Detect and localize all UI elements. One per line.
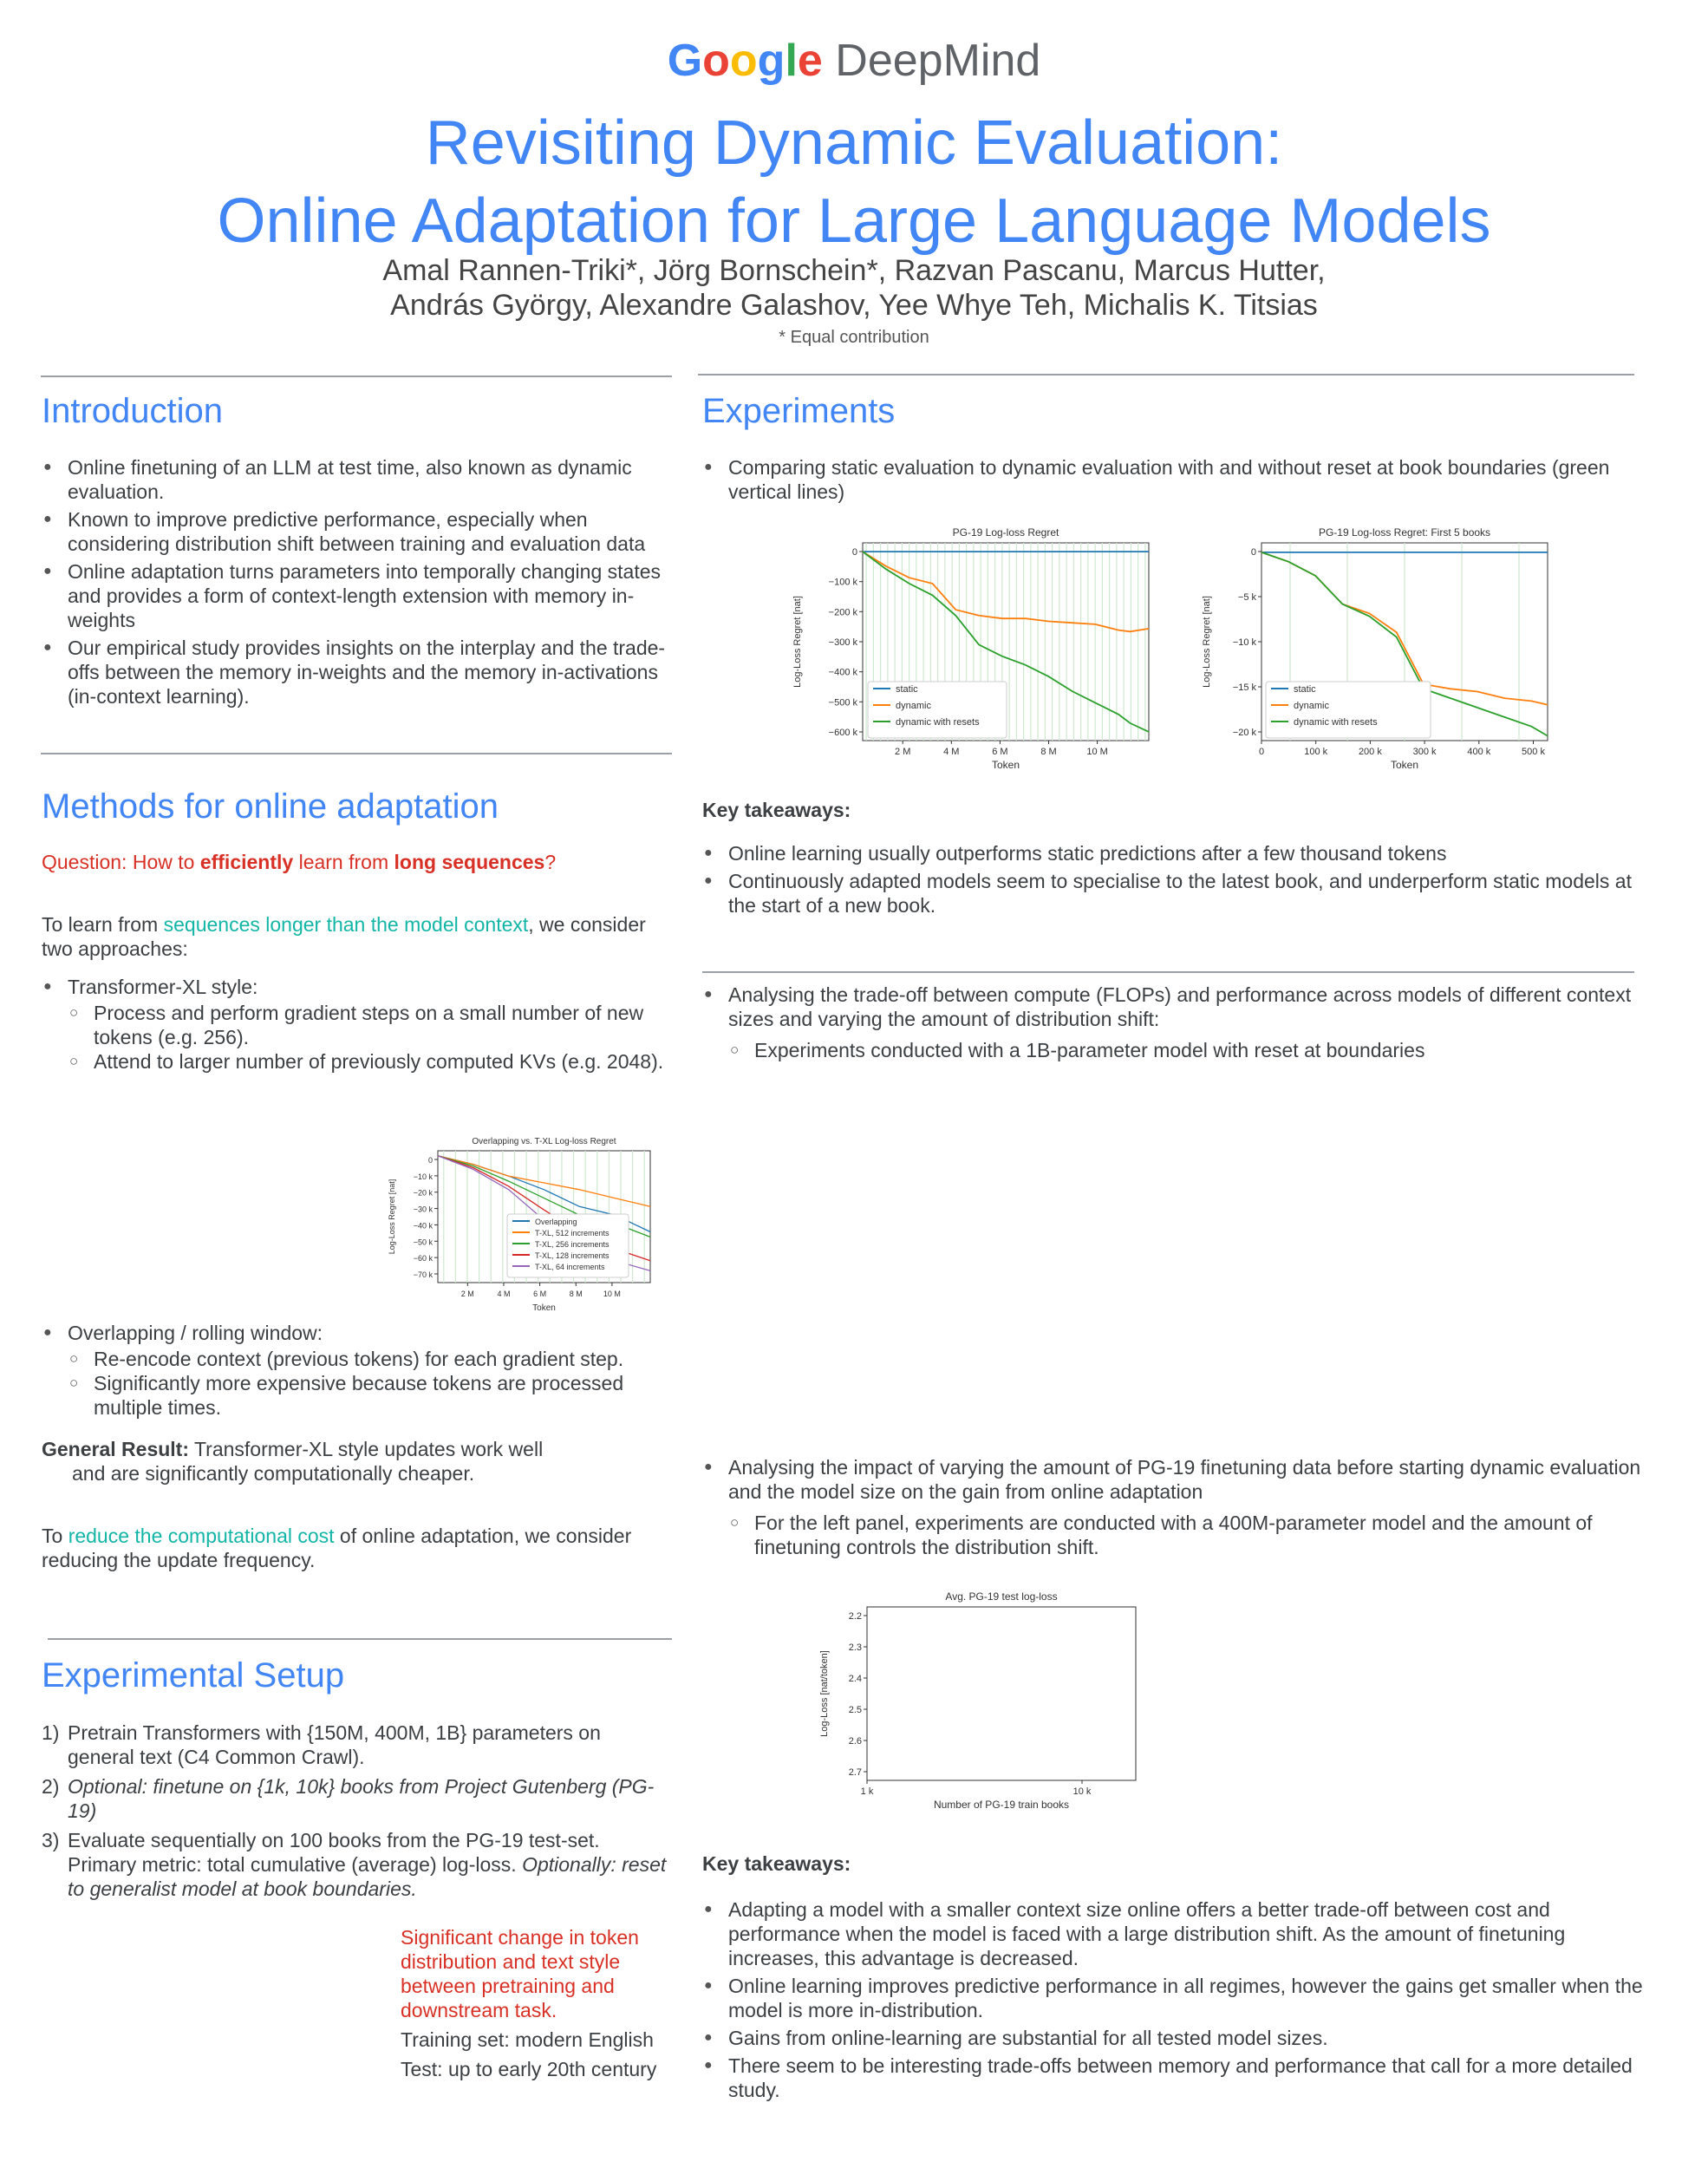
txl-diagram [26, 1138, 390, 1316]
x-tick-label: 8 M [1040, 747, 1057, 757]
x-tick-label: 0 [1258, 747, 1265, 757]
y-tick-label: −30 k [413, 1205, 433, 1214]
legend-label: T-XL, 512 increments [535, 1229, 610, 1237]
x-tick-label: 6 M [992, 747, 1008, 757]
intro-section [42, 455, 670, 712]
chart-title: Avg. PG-19 test log-loss [945, 1590, 1058, 1603]
modelsize-chart [1179, 1583, 1526, 1834]
methods-question: Question: How to efficiently learn from long sequences? [42, 851, 557, 873]
chart-title: PG-19 Log-loss Regret [952, 526, 1059, 539]
x-tick-label: 400 k [1467, 747, 1491, 757]
legend-label: static [896, 684, 918, 695]
x-axis-label: Token [1390, 759, 1419, 771]
y-axis-label: Log-Loss Regret [nat] [792, 596, 803, 688]
overlap-label: Overlapping / rolling window: [68, 1322, 323, 1344]
y-tick-label: −60 k [413, 1254, 433, 1264]
length-histogram [42, 1912, 393, 2125]
general-result: General Result: Transformer-XL style updates work well and are significantly computationally cheaper. [42, 1438, 544, 1485]
authors [0, 253, 1708, 323]
y-axis-label: Log-Loss Regret [nat] [388, 1179, 396, 1255]
legend-label: T-XL, 128 increments [535, 1251, 610, 1260]
x-tick-label: 2 M [895, 747, 911, 757]
x-axis-label: Token [991, 759, 1020, 771]
google-logo: Google [667, 36, 823, 86]
y-tick-label: 0 [427, 1156, 433, 1165]
x-tick-label: 2 M [460, 1290, 474, 1298]
test-set-note: Test: up to early 20th century [401, 2058, 657, 2080]
training-set-note: Training set: modern English [401, 2028, 654, 2051]
title-line-2: Online Adaptation for Large Language Models [217, 186, 1491, 256]
plot-frame [867, 1607, 1136, 1780]
y-tick-label: 2.4 [848, 1674, 862, 1684]
y-tick-label: −40 k [413, 1221, 433, 1231]
overlap-chart [381, 1123, 659, 1318]
reduce-cost: To reduce the computational cost of online adaptation, we consider reducing the update frequency. [42, 1525, 632, 1571]
y-tick-label: 2.2 [848, 1611, 862, 1622]
setup-item: 1) Pretrain Transformers with {150M, 400M, 1B} parameters on general text (C4 Common Crawl). [42, 1721, 601, 1768]
authors-line-1: Amal Rannen-Triki*, Jörg Bornschein*, Razvan Pascanu, Marcus Hutter, [382, 254, 1326, 287]
txl-section [42, 975, 670, 1077]
takeaways-heading-2: Key takeaways: [702, 1852, 851, 1875]
y-tick-label: 0 [1250, 547, 1256, 558]
legend-label: dynamic with resets [896, 717, 980, 728]
y-tick-label: −5 k [1237, 592, 1256, 603]
setup-item: 2) Optional: finetune on {1k, 10k} books from Project Gutenberg (PG-19) [42, 1775, 655, 1822]
chart-title: PG-19 Log-loss Regret: First 5 books [1318, 526, 1491, 539]
txl-label: Transformer-XL style: [68, 976, 258, 998]
y-tick-label: −300 k [828, 637, 857, 648]
x-tick-label: 8 M [569, 1290, 583, 1298]
legend-label: Overlapping [535, 1218, 577, 1226]
intro-bullet: ● Known to improve predictive performance, especially when considering distribution shift between training and evaluation data [42, 507, 670, 556]
legend-label: dynamic [896, 701, 931, 711]
divider [48, 1638, 672, 1640]
y-tick-label: −10 k [1232, 637, 1256, 648]
x-axis-label: Number of PG-19 train books [933, 1799, 1070, 1811]
x-tick-label: 200 k [1358, 747, 1382, 757]
authors-line-2: András György, Alexandre Galashov, Yee Whye Teh, Michalis K. Titsias [390, 289, 1318, 322]
title-line-1: Revisiting Dynamic Evaluation: [425, 108, 1283, 178]
x-tick-label: 4 M [497, 1290, 511, 1298]
divider [702, 971, 1634, 973]
experiments-heading: Experiments [702, 392, 896, 430]
shift-note: Significant change in token distribution and text style between pretraining and downstream task. [401, 1926, 639, 2021]
x-tick-label: 100 k [1304, 747, 1328, 757]
setup-item: 3) Evaluate sequentially on 100 books from the PG-19 test-set. Primary metric: total cumulative (average) log-loss. Optionally: reset to generalist model at book boundaries. [42, 1829, 667, 1900]
intro-heading: Introduction [42, 392, 224, 430]
poster-title [0, 104, 1708, 260]
legend-label: T-XL, 256 increments [535, 1240, 610, 1249]
y-tick-label: −400 k [828, 667, 857, 678]
y-tick-label: −500 k [828, 697, 857, 709]
regret-first5-chart [1188, 519, 1556, 787]
methods-approaches: To learn from sequences longer than the model context, we consider two approaches: [42, 913, 646, 960]
logo [0, 35, 1708, 87]
takeaways-1: ● Online learning usually outperforms static predictions after a few thousand tokens ● Continuously adapted models seem to specialise to the latest book, and underperform static models at the start of a new book. [702, 841, 1643, 921]
experiments-bullet-3: ● Analysing the impact of varying the amount of PG-19 finetuning data before starting dynamic evaluation and the model size on the gain from online adaptation ○ For the left panel, experiments are conducted with a 400M-parameter model and the amount of finetuning controls the distribution shift. [702, 1455, 1643, 1563]
finetune-chart [815, 1583, 1162, 1834]
legend-box [1266, 682, 1431, 738]
y-tick-label: −70 k [413, 1270, 433, 1279]
x-axis-label: Token [532, 1303, 556, 1313]
y-tick-label: 2.7 [848, 1767, 862, 1778]
x-tick-label: 500 k [1522, 747, 1545, 757]
y-tick-label: −20 k [1232, 728, 1256, 738]
txl-sub-bullet: ○ Attend to larger number of previously computed KVs (e.g. 2048). [68, 1049, 670, 1074]
y-tick-label: −200 k [828, 607, 857, 618]
chart-title: Overlapping vs. T-XL Log-loss Regret [472, 1137, 616, 1146]
shift-notes [401, 1925, 661, 2081]
y-tick-label: 2.6 [848, 1736, 862, 1747]
x-tick-label: 10 k [1072, 1786, 1092, 1797]
equal-contribution-note: * Equal contribution [779, 328, 929, 347]
y-tick-label: −600 k [828, 728, 857, 738]
overlap-section [42, 1321, 670, 1423]
experiments-bullet-2: ● Analysing the trade-off between compute (FLOPs) and performance across models of different context sizes and varying the amount of distribution shift: ○ Experiments conducted with a 1B-parameter model with reset at boundaries [702, 983, 1643, 1066]
x-tick-label: 4 M [943, 747, 960, 757]
y-tick-label: −10 k [413, 1172, 433, 1181]
y-tick-label: 0 [851, 547, 857, 558]
flops-charts [728, 1088, 1665, 1435]
methods-heading: Methods for online adaptation [42, 787, 499, 826]
divider [698, 374, 1634, 375]
txl-sub-bullet: ○ Process and perform gradient steps on a small number of new tokens (e.g. 256). [68, 1001, 670, 1049]
setup-list [42, 1721, 670, 1906]
regret-chart [785, 519, 1157, 787]
legend-label: static [1294, 684, 1316, 695]
x-tick-label: 10 M [603, 1290, 621, 1298]
x-tick-label: 6 M [533, 1290, 547, 1298]
y-tick-label: 2.5 [848, 1705, 862, 1715]
divider [41, 753, 672, 754]
legend-box [868, 682, 1007, 738]
takeaways-2: ● Adapting a model with a smaller context size online offers a better trade-off between cost and performance when the model is faced with a large distribution shift. As the amount of finetuning increases, this advantage is decreased. ● Online learning improves predictive performance in all regimes, however the gains get smaller when the model is more in-distribution. ● Gains from online-learning are substantial for all tested model sizes. ● There seem to be interesting trade-offs between memory and performance that call for a more detailed study. [702, 1897, 1643, 2106]
legend-label: T-XL, 64 increments [535, 1263, 605, 1271]
legend-label: dynamic [1294, 701, 1329, 711]
setup-heading: Experimental Setup [42, 1656, 345, 1695]
legend-label: dynamic with resets [1294, 717, 1378, 728]
x-tick-label: 10 M [1086, 747, 1108, 757]
deepmind-logo-text: DeepMind [835, 36, 1041, 86]
y-tick-label: −20 k [413, 1188, 433, 1198]
takeaways-heading-1: Key takeaways: [702, 799, 851, 821]
y-axis-label: Log-Loss [nat/token] [819, 1650, 830, 1737]
y-tick-label: −50 k [413, 1237, 433, 1247]
intro-bullet: ● Online finetuning of an LLM at test time, also known as dynamic evaluation. [42, 455, 670, 504]
overlap-sub-bullet: ○ Re-encode context (previous tokens) for each gradient step. [68, 1347, 670, 1371]
intro-bullet: ● Online adaptation turns parameters into temporally changing states and provides a form of context-length extension with memory in-weights [42, 559, 670, 632]
y-axis-label: Log-Loss Regret [nat] [1202, 596, 1212, 688]
overlap-sub-bullet: ○ Significantly more expensive because tokens are processed multiple times. [68, 1371, 670, 1420]
experiments-bullet-1: ● Comparing static evaluation to dynamic evaluation with and without reset at book boundaries (green vertical lines) [702, 455, 1643, 507]
x-tick-label: 300 k [1412, 747, 1437, 757]
intro-bullet: ● Our empirical study provides insights on the interplay and the trade-offs between the memory in-weights and the memory in-activations (in-context learning). [42, 636, 670, 709]
divider [41, 375, 672, 377]
y-tick-label: −15 k [1232, 682, 1256, 693]
y-tick-label: 2.3 [848, 1642, 862, 1653]
y-tick-label: −100 k [828, 577, 857, 588]
x-tick-label: 1 k [860, 1786, 874, 1797]
